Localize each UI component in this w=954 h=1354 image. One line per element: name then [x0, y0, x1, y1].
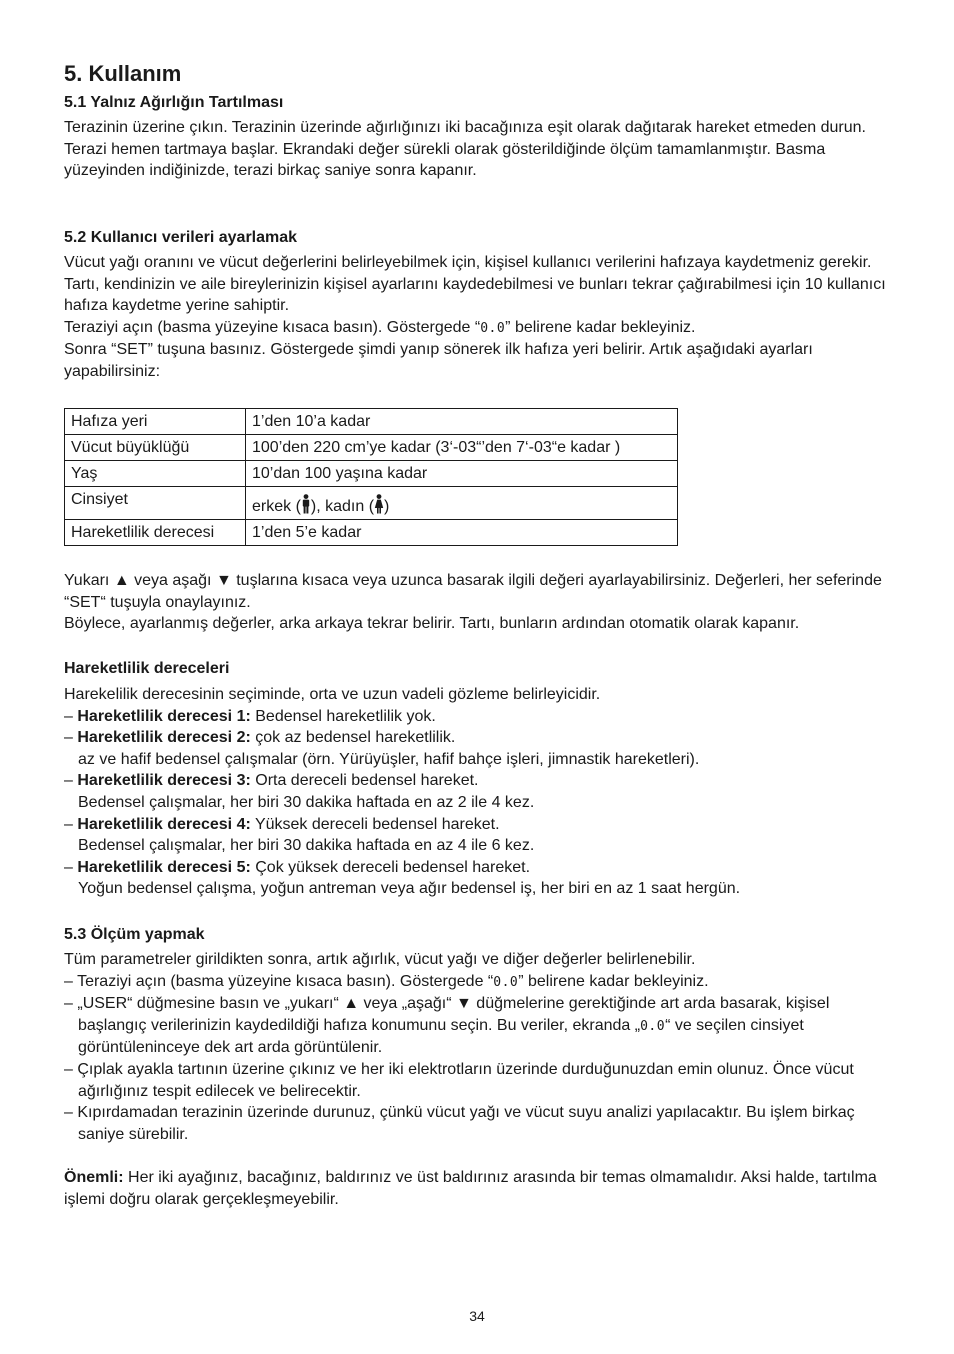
text: Bedensel hareketlilik yok. [250, 707, 436, 725]
table-row [65, 487, 678, 520]
table-row [65, 435, 678, 461]
table-cell-key: Hareketlilik derecesi [65, 520, 246, 546]
text: Teraziyi açın (basma yüzeyine kısaca basın). Göstergede “ [77, 972, 494, 990]
text: ), kadın ( [310, 498, 375, 515]
page-title: 5. Kullanım [64, 61, 182, 86]
paragraph: Vücut yağı oranını ve vücut değerlerini belirleyebilmek için, kişisel kullanıcı verilerini hafızaya kaydetmeniz gerekir. [64, 254, 872, 271]
bullet-dash: – [64, 729, 73, 747]
list-item [64, 814, 890, 836]
text: Yüksek dereceli bedensel hareket. [250, 815, 500, 833]
paragraph: Terazinin üzerine çıkın. Terazinin üzerinde ağırlığınızı iki bacağınıza eşit olarak dağıtarak hareket etmeden durun. [64, 119, 866, 136]
bullet-dash: – [64, 858, 73, 876]
table-cell-value: 10’dan 100 yaşına kadar [246, 461, 678, 487]
table-row [65, 409, 678, 435]
paragraph: Terazi hemen tartmaya başlar. Ekrandaki değer sürekli olarak gösterildiğinde ölçüm tamamlanmıştır. Basma yüzeyinden indiğinizde, terazi birkaç saniye sonra kapanır. [64, 140, 826, 180]
table-cell-value [246, 487, 678, 520]
paragraph: Tartı, kendinizin ve aile bireylerinizin kişisel ayarlarını kaydedebilmesi ve bunları tekrar çağırabilmesi için 10 kullanıcı hafıza kaydetme yerine sahiptir. [64, 275, 886, 315]
bullet-dash: – [64, 972, 73, 990]
lcd-display-value: 0.0 [493, 974, 519, 990]
list-item [64, 770, 890, 792]
list-item-label: Hareketlilik derecesi 4: [77, 815, 251, 833]
text: veya aşağı [129, 572, 216, 589]
section-5-2-body [64, 252, 890, 383]
list-item [64, 1059, 890, 1102]
female-icon [374, 494, 384, 514]
activity-levels-body [64, 684, 890, 900]
down-arrow-icon: ▼ [215, 572, 232, 589]
text: Teraziyi açın (basma yüzeyine kısaca basın). Göstergede “ [64, 318, 481, 336]
user-settings-table [64, 408, 678, 546]
table-cell-value: 100’den 220 cm’ye kadar (3‘-03“’den 7‘-03“e kadar ) [246, 435, 678, 461]
list-item-label: Hareketlilik derecesi 5: [77, 858, 251, 876]
text: ” belirene kadar bekleyiniz. [505, 318, 696, 336]
text: Çok yüksek dereceli bedensel hareket. [250, 858, 531, 876]
table-cell-key: Cinsiyet [65, 487, 246, 520]
list-item-continuation: Bedensel çalışmalar, her biri 30 dakika haftada en az 2 ile 4 kez. [78, 793, 535, 811]
paragraph: Böylece, ayarlanmış değerler, arka arkaya tekrar belirir. Tartı, bunların ardından otomatik olarak kapanır. [64, 615, 800, 633]
list-item-continuation: az ve hafif bedensel çalışmalar (örn. Yürüyüşler, hafif bahçe işleri, jimnastik hareketleri). [78, 750, 700, 768]
paragraph: Sonra “SET” tuşuna basınız. Göstergede şimdi yanıp sönerek ilk hafıza yeri belirir. Artık aşağıdaki ayarları yapabilirsiniz: [64, 341, 813, 380]
section-5-1-body [64, 117, 890, 182]
bullet-dash: – [64, 1060, 73, 1078]
text: Orta dereceli bedensel hareket. [250, 772, 479, 790]
list-item [64, 971, 890, 994]
text: ” belirene kadar bekleyiniz. [518, 972, 709, 990]
section-5-1-title: 5.1 Yalnız Ağırlığın Tartılması [64, 94, 284, 111]
table-row [65, 520, 678, 546]
table-cell-key: Yaş [65, 461, 246, 487]
text: Çıplak ayakla tartının üzerine çıkınız ve her iki elektrotların üzerinde durduğunuzdan emin olunuz. Önce vücut ağırlığınız tespit edilecek ve belirecektir. [77, 1060, 854, 1100]
list-item [64, 1102, 890, 1145]
section-5-3-body [64, 949, 890, 1210]
paragraph: Tüm parametreler girildikten sonra, artık ağırlık, vücut yağı ve diğer değerler belirlenebilir. [64, 951, 696, 968]
list-item [64, 857, 890, 879]
important-note [64, 1167, 890, 1210]
table-cell-key: Vücut büyüklüğü [65, 435, 246, 461]
lcd-display-value: 0.0 [480, 320, 506, 336]
list-item-label: Hareketlilik derecesi 1: [77, 707, 251, 725]
list-item [64, 993, 890, 1059]
table-row [65, 461, 678, 487]
list-item-label: Hareketlilik derecesi 3: [77, 772, 251, 790]
activity-levels-title: Hareketlilik dereceleri [64, 660, 230, 677]
section-5-3-title: 5.3 Ölçüm yapmak [64, 926, 205, 943]
down-arrow-icon: ▼ [456, 995, 472, 1013]
table-cell-value: 1’den 10’a kadar [246, 409, 678, 435]
paragraph: Harekelilik derecesinin seçiminde, orta ve uzun vadeli gözleme belirleyicidir. [64, 686, 601, 703]
paragraph [64, 570, 890, 613]
list-item-continuation: Bedensel çalışmalar, her biri 30 dakika haftada en az 4 ile 6 kez. [78, 837, 535, 855]
list-item-continuation: Yoğun bedensel çalışma, yoğun antreman veya ağır bedensel iş, her biri en az 1 saat hergün. [78, 880, 741, 898]
text: tuşlarına kısaca veya uzunca basarak ilgili değeri ayarlayabilirsiniz. Değerleri, her seferinde “SET“ tuşuyla onaylayınız. [64, 572, 882, 611]
male-icon [301, 494, 311, 514]
text: Yukarı [64, 572, 114, 589]
text: erkek ( [252, 498, 301, 515]
up-arrow-icon: ▲ [113, 572, 130, 589]
section-5-2-after-table [64, 570, 890, 635]
bullet-dash: – [64, 772, 73, 790]
bullet-dash: – [64, 707, 73, 725]
bullet-dash: – [64, 815, 73, 833]
bullet-dash: – [64, 1104, 73, 1122]
list-item [64, 706, 890, 728]
text: Kıpırdamadan terazinin üzerinde durunuz, çünkü vücut yağı ve vücut suyu analizi yapılacaktır. Bu işlem birkaç saniye sürebilir. [77, 1104, 855, 1143]
spacer [64, 1145, 890, 1167]
text: çok az bedensel hareketlilik. [250, 729, 456, 747]
important-label: Önemli: [64, 1168, 124, 1186]
lcd-display-value: 0.0 [640, 1018, 666, 1034]
text: “ ve seçilen cinsiyet görüntüleninceye dek art arda görüntülenir. [78, 1016, 804, 1057]
up-arrow-icon: ▲ [343, 995, 360, 1013]
list-item-label: Hareketlilik derecesi 2: [77, 729, 251, 747]
table-cell-value: 1’den 5’e kadar [246, 520, 678, 546]
table-cell-key: Hafıza yeri [65, 409, 246, 435]
section-5-2-title: 5.2 Kullanıcı verileri ayarlamak [64, 229, 298, 246]
text: veya „aşağı“ [359, 995, 457, 1013]
page-number: 34 [469, 1308, 485, 1324]
paragraph [64, 317, 890, 340]
text: „USER“ düğmesine basın ve „yukarı“ [77, 995, 344, 1013]
text: düğmelerine gerektiğinde art arda basarak, kişisel başlangıç verilerinizin kaydedildiği hafıza konumunu seçin. Bu veriler, ekranda „ [78, 995, 830, 1034]
bullet-dash: – [64, 995, 73, 1013]
list-item [64, 727, 890, 749]
text: Her iki ayağınız, bacağınız, baldırınız ve üst baldırınız arasında bir temas olmamalıdır. Aksi halde, tartılma işlemi doğru olarak gerçekleşmeyebilir. [64, 1168, 877, 1208]
text: ) [384, 498, 390, 515]
